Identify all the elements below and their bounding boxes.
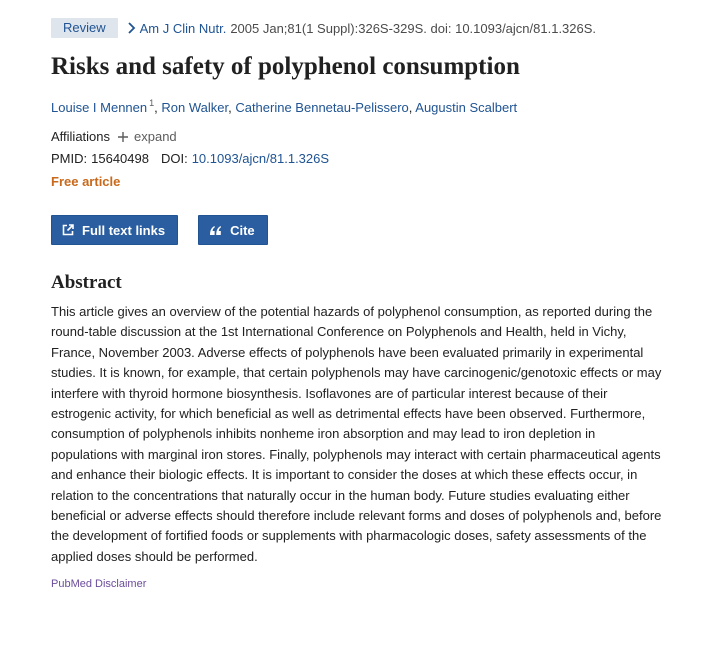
pmid-value: 15640498	[91, 151, 149, 166]
author-list	[51, 94, 663, 117]
affiliations-row	[51, 128, 663, 146]
citation-details: 2005 Jan;81(1 Suppl):326S-329S. doi: 10.1093/ajcn/81.1.326S.	[230, 20, 597, 36]
action-buttons	[51, 215, 663, 245]
free-article-label: Free article	[51, 174, 121, 189]
publication-type-badge: Review	[51, 18, 118, 38]
expand-affiliations-button[interactable]	[118, 128, 177, 146]
external-link-icon	[62, 224, 74, 236]
author-separator: ,	[154, 100, 162, 115]
author-link[interactable]: Catherine Bennetau-Pelissero	[235, 100, 409, 115]
pmid-label: PMID:	[51, 151, 88, 166]
full-text-links-button[interactable]	[51, 215, 178, 245]
pubmed-disclaimer-link[interactable]: PubMed Disclaimer	[51, 578, 147, 591]
cite-label: Cite	[230, 222, 255, 238]
chevron-right-icon	[124, 21, 138, 35]
author-separator: ,	[228, 100, 236, 115]
article-title: Risks and safety of polyphenol consumption	[51, 53, 520, 80]
cite-button[interactable]	[198, 215, 268, 245]
article-page	[51, 18, 663, 591]
full-text-links-label: Full text links	[82, 222, 166, 238]
journal-link[interactable]: Am J Clin Nutr.	[139, 20, 227, 36]
quote-icon	[209, 225, 222, 236]
affiliations-label: Affiliations	[51, 129, 111, 144]
author-link[interactable]: Ron Walker	[161, 100, 229, 115]
author-separator: ,	[408, 100, 416, 115]
abstract-heading: Abstract	[51, 272, 122, 293]
citation-row	[51, 18, 663, 38]
expand-label: expand	[134, 129, 177, 144]
author-link[interactable]: Louise I Mennen	[51, 100, 148, 115]
affiliation-superscript[interactable]: 1	[149, 98, 155, 108]
author-link[interactable]: Augustin Scalbert	[415, 100, 518, 115]
plus-icon	[118, 132, 128, 142]
doi-link[interactable]: 10.1093/ajcn/81.1.326S	[191, 151, 330, 166]
identifiers-row	[51, 150, 663, 168]
abstract-text: This article gives an overview of the potential hazards of polyphenol consumption, as reported during the round-table discussion at the 1st International Conference on Polyphenols and Health, held in Vichy, France, November 2003. Adverse effects of polyphenols have been evaluated primarily in experimental studies. It is known, for example, that certain polyphenols may have carcinogenic/genotoxic effects or may interfere with thyroid hormone biosynthesis. Isoflavones are of particular interest because of their estrogenic activity, for which beneficial as well as detrimental effects have been observed. Furthermore, consumption of polyphenols inhibits nonheme iron absorption and may lead to iron depletion in populations with marginal iron stores. Finally, polyphenols may interact with certain pharmaceutical agents and enhance their biologic effects. It is important to consider the doses at which these effects occur, in relation to the concentrations that naturally occur in the human body. Future studies evaluating either beneficial or adverse effects should therefore include relevant forms and doses of polyphenols and, before the development of fortified foods or supplements with pharmacologic doses, safety assessments of the applied doses should be performed.	[51, 304, 662, 564]
doi-label: DOI:	[160, 151, 188, 166]
